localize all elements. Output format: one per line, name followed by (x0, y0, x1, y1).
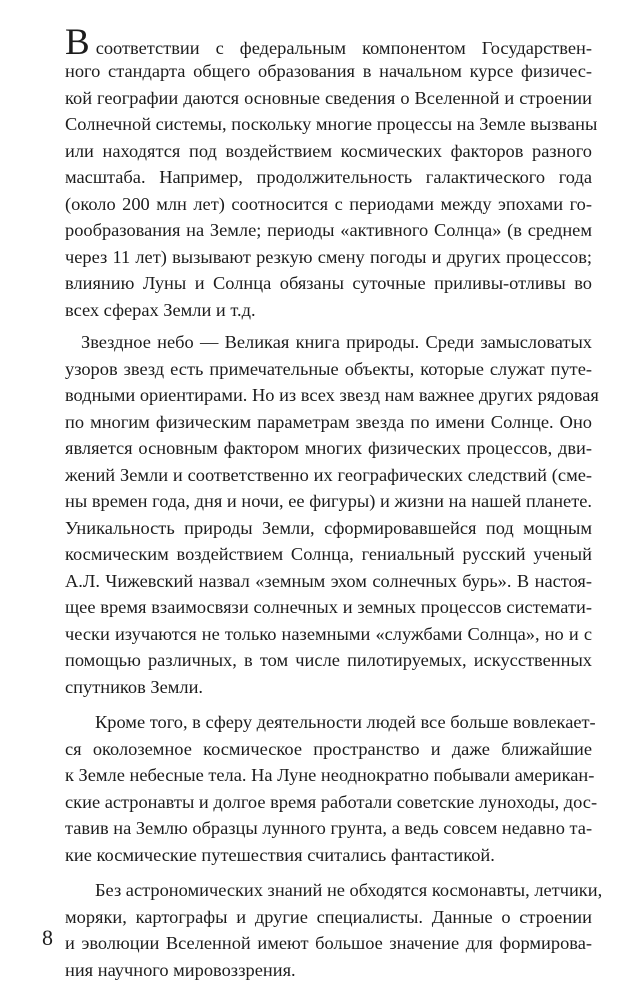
paragraph-first-line (65, 22, 592, 63)
text-line: спутников Земли. (65, 676, 204, 697)
text-line: жений Земли и соответственно их географических следствий (сме- (65, 464, 592, 485)
text-line: щее время взаимосвязи солнечных и земных процессов системати- (65, 597, 592, 617)
paragraph-1 (65, 22, 598, 323)
text-line: Звездное небо — Великая книга природы. Среди замысловатых (81, 332, 592, 352)
text-line: Солнечной системы, поскольку многие процессы на Земле вызваны (65, 114, 598, 134)
text-line: (около 200 млн лет) соотносится с периодами между эпохами го- (65, 193, 592, 214)
text-line: ния научного мировоззрения. (65, 959, 296, 980)
page-body (65, 22, 603, 983)
text-line: узоров звезд есть примечательные объекты, которые служат путе- (65, 358, 592, 379)
text-line: соответствии с федеральным компонентом Государствен- (95, 38, 592, 58)
text-line: масштаба. Например, продолжительность галактического года (65, 167, 592, 187)
text-line: или находятся под воздействием космических факторов разного (65, 140, 592, 161)
text-line: рообразования на Земле; периоды «активного Солнца» (в среднем (65, 220, 592, 240)
text-line: кие космические путешествия считались фантастикой. (65, 844, 495, 865)
text-line: к Земле небесные тела. На Луне неоднократно побывали американ- (65, 765, 595, 785)
text-line: моряки, картографы и другие специалисты. Данные о строении (65, 906, 592, 927)
text-line: и эволюции Вселенной имеют большое значение для формирова- (65, 933, 592, 953)
text-line: ся околоземное космическое пространство и даже ближайшие (65, 738, 592, 759)
text-line: Без астрономических знаний не обходятся космонавты, летчики, (95, 880, 603, 900)
text-line: космическим воздействием Солнца, гениальный русский ученый (65, 544, 592, 564)
text-line: ного стандарта общего образования в начальном курсе физичес- (65, 61, 592, 81)
text-line: Уникальность природы Земли, сформировавшейся под мощным (65, 517, 592, 538)
text-line: кой географии даются основные сведения о Вселенной и строении (65, 87, 592, 108)
drop-cap: В (65, 22, 90, 63)
text-line: по многим физическим параметрам звезда по имени Солнце. Оно (65, 411, 592, 432)
paragraph-gap (65, 868, 592, 877)
text-line: ны времен года, дня и ночи, ее фигуры) и жизни на нашей планете. (65, 491, 592, 511)
text-line: всех сферах Земли и т.д. (65, 299, 256, 320)
text-line: А.Л. Чижевский назвал «земным эхом солнечных бурь». В настоя- (65, 570, 592, 591)
paragraph-4 (65, 877, 603, 983)
paragraph-2 (65, 329, 599, 700)
text-line: водными ориентирами. Но из всех звезд нам важнее других рядовая (65, 385, 599, 405)
paragraph-gap (65, 700, 592, 709)
text-line: через 11 лет) вызывают резкую смену погоды и других процессов; (65, 246, 592, 267)
text-line: тавив на Землю образцы лунного грунта, а ведь совсем недавно та- (65, 818, 593, 838)
paragraph-3 (65, 709, 598, 868)
text-line: является основным фактором многих физических процессов, дви- (65, 438, 592, 458)
text-line: помощью различных, в том числе пилотируемых, искусственных (65, 650, 592, 670)
text-line: ские астронавты и долгое время работали советские луноходы, дос- (65, 791, 598, 812)
text-line: Кроме того, в сферу деятельности людей все больше вовлекает- (95, 712, 596, 732)
text-line: влиянию Луны и Солнца обязаны суточные приливы-отливы во (65, 273, 592, 293)
text-line: чески изучаются не только наземными «службами Солнца», но и с (65, 623, 592, 644)
page-number: 8 (42, 925, 53, 950)
